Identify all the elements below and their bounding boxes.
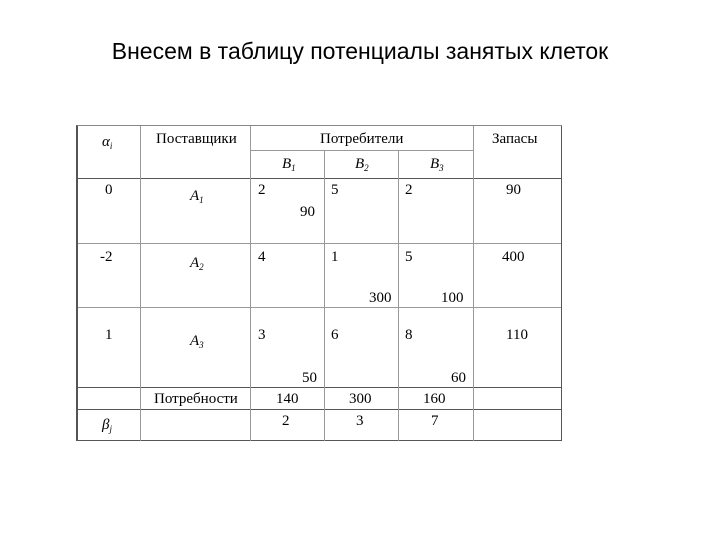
row3-stock: 110	[506, 327, 528, 343]
row1-cost-b2: 5	[331, 182, 339, 198]
consumer-b1: $B_1$	[282, 156, 296, 173]
row2-alpha: -2	[100, 249, 113, 265]
stock-header: Запасы	[492, 131, 538, 147]
row1-alpha: 0	[105, 182, 113, 198]
beta-b1: 2	[282, 413, 290, 429]
row1-supplier: $A_1$	[190, 188, 204, 205]
demand-b3: 160	[423, 391, 446, 407]
slide-title: Внесем в таблицу потенциалы занятых клеток	[111, 38, 609, 64]
consumer-b3: $B_3$	[430, 156, 444, 173]
row1-cost-b3: 2	[405, 182, 413, 198]
row1-cost-b1: 2	[258, 182, 266, 198]
suppliers-header: Поставщики	[156, 131, 237, 147]
row2-stock: 400	[502, 249, 525, 265]
consumer-b2: $B_2$	[355, 156, 369, 173]
row2-cost-b1: 4	[258, 249, 266, 265]
row1-alloc-b1: 90	[300, 204, 315, 220]
row3-alloc-b1: 50	[302, 370, 317, 386]
row2-cost-b2: 1	[331, 249, 339, 265]
row3-cost-b2: 6	[331, 327, 339, 343]
demand-b2: 300	[349, 391, 372, 407]
row2-alloc-b3: 100	[441, 290, 464, 306]
demand-label: Потребности	[154, 391, 238, 407]
beta-b3: 7	[431, 413, 439, 429]
row3-cost-b3: 8	[405, 327, 413, 343]
row3-alpha: 1	[105, 327, 113, 343]
consumers-header: Потребители	[320, 131, 404, 147]
transport-table	[76, 125, 562, 441]
row3-alloc-b3: 60	[451, 370, 466, 386]
row1-stock: 90	[506, 182, 521, 198]
alpha-header: $\alpha_i$	[102, 134, 113, 151]
beta-label: $\beta_j$	[102, 417, 112, 434]
row2-supplier: $A_2$	[190, 255, 204, 272]
row2-cost-b3: 5	[405, 249, 413, 265]
row3-cost-b1: 3	[258, 327, 266, 343]
row2-alloc-b2: 300	[369, 290, 392, 306]
row3-supplier: $A_3$	[190, 333, 204, 350]
demand-b1: 140	[276, 391, 299, 407]
beta-b2: 3	[356, 413, 364, 429]
